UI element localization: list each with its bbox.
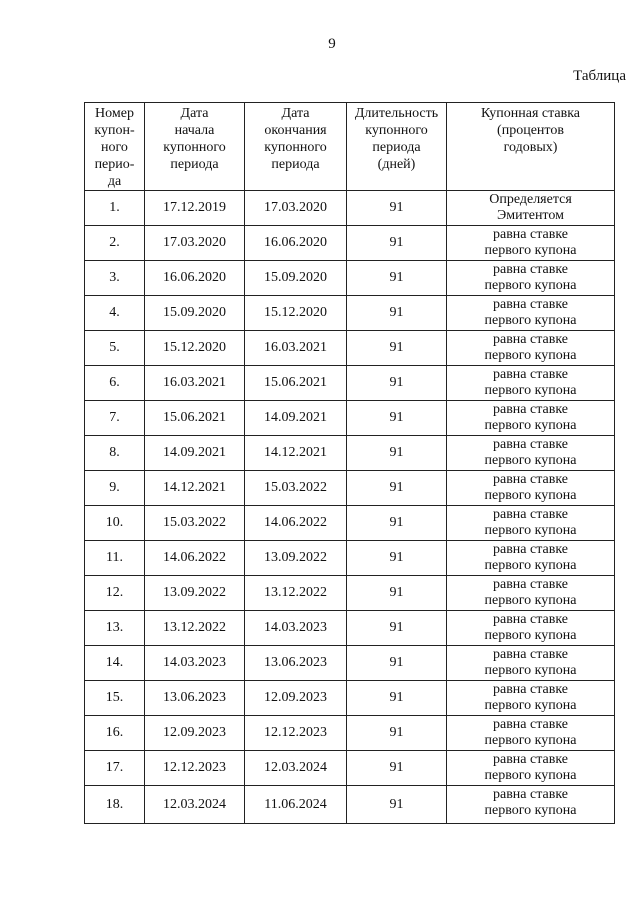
cell-coupon-number: 8. [85,436,145,471]
cell-coupon-number: 17. [85,751,145,786]
cell-end-date: 13.09.2022 [245,541,347,576]
table-row [85,786,615,824]
cell-duration: 91 [347,331,447,366]
cell-coupon-number: 10. [85,506,145,541]
cell-coupon-number: 5. [85,331,145,366]
cell-coupon-rate: равна ставке первого купона [447,646,615,681]
table-row [85,331,615,366]
header-duration: Длительность купонного периода (дней) [347,103,447,191]
table-caption: Таблица [573,68,626,84]
table-row [85,576,615,611]
cell-coupon-rate: равна ставке первого купона [447,751,615,786]
header-end-date: Дата окончания купонного периода [245,103,347,191]
table-row [85,436,615,471]
cell-duration: 91 [347,401,447,436]
cell-start-date: 14.03.2023 [145,646,245,681]
cell-start-date: 13.09.2022 [145,576,245,611]
cell-coupon-rate: равна ставке первого купона [447,576,615,611]
cell-start-date: 14.12.2021 [145,471,245,506]
table-header-row [85,103,615,191]
cell-coupon-number: 6. [85,366,145,401]
cell-duration: 91 [347,576,447,611]
cell-start-date: 16.06.2020 [145,261,245,296]
cell-coupon-number: 2. [85,226,145,261]
cell-end-date: 13.06.2023 [245,646,347,681]
cell-end-date: 14.09.2021 [245,401,347,436]
cell-coupon-number: 15. [85,681,145,716]
cell-coupon-rate: Определяется Эмитентом [447,191,615,226]
cell-coupon-number: 13. [85,611,145,646]
cell-duration: 91 [347,506,447,541]
cell-end-date: 14.06.2022 [245,506,347,541]
cell-end-date: 14.12.2021 [245,436,347,471]
cell-start-date: 17.12.2019 [145,191,245,226]
cell-start-date: 13.06.2023 [145,681,245,716]
header-coupon-rate: Купонная ставка (процентов годовых) [447,103,615,191]
cell-end-date: 15.12.2020 [245,296,347,331]
table-row [85,611,615,646]
cell-end-date: 16.06.2020 [245,226,347,261]
cell-end-date: 14.03.2023 [245,611,347,646]
page-number: 9 [328,36,336,52]
cell-coupon-rate: равна ставке первого купона [447,541,615,576]
cell-duration: 91 [347,436,447,471]
cell-coupon-number: 1. [85,191,145,226]
cell-coupon-rate: равна ставке первого купона [447,331,615,366]
cell-duration: 91 [347,261,447,296]
cell-end-date: 13.12.2022 [245,576,347,611]
cell-duration: 91 [347,751,447,786]
cell-end-date: 12.09.2023 [245,681,347,716]
cell-coupon-rate: равна ставке первого купона [447,506,615,541]
cell-duration: 91 [347,296,447,331]
cell-duration: 91 [347,541,447,576]
cell-coupon-rate: равна ставке первого купона [447,296,615,331]
cell-start-date: 12.09.2023 [145,716,245,751]
cell-duration: 91 [347,716,447,751]
cell-start-date: 12.03.2024 [145,786,245,824]
cell-coupon-rate: равна ставке первого купона [447,681,615,716]
table-row [85,681,615,716]
cell-start-date: 16.03.2021 [145,366,245,401]
table-row [85,506,615,541]
cell-start-date: 15.03.2022 [145,506,245,541]
table-row [85,226,615,261]
cell-duration: 91 [347,226,447,261]
coupon-schedule-table [84,102,615,824]
cell-end-date: 15.03.2022 [245,471,347,506]
table-row [85,646,615,681]
cell-coupon-rate: равна ставке первого купона [447,401,615,436]
cell-start-date: 17.03.2020 [145,226,245,261]
cell-coupon-number: 14. [85,646,145,681]
cell-start-date: 15.12.2020 [145,331,245,366]
cell-start-date: 13.12.2022 [145,611,245,646]
cell-coupon-rate: равна ставке первого купона [447,611,615,646]
table-row [85,191,615,226]
cell-coupon-number: 7. [85,401,145,436]
cell-coupon-rate: равна ставке первого купона [447,261,615,296]
table-row [85,751,615,786]
cell-coupon-rate: равна ставке первого купона [447,226,615,261]
cell-duration: 91 [347,191,447,226]
cell-end-date: 16.03.2021 [245,331,347,366]
table-body [85,191,615,824]
cell-coupon-number: 3. [85,261,145,296]
cell-end-date: 15.09.2020 [245,261,347,296]
cell-end-date: 15.06.2021 [245,366,347,401]
cell-coupon-rate: равна ставке первого купона [447,436,615,471]
cell-end-date: 17.03.2020 [245,191,347,226]
cell-end-date: 11.06.2024 [245,786,347,824]
cell-end-date: 12.03.2024 [245,751,347,786]
cell-start-date: 14.09.2021 [145,436,245,471]
table-row [85,366,615,401]
cell-start-date: 12.12.2023 [145,751,245,786]
table-row [85,541,615,576]
table-row [85,471,615,506]
cell-coupon-number: 12. [85,576,145,611]
cell-end-date: 12.12.2023 [245,716,347,751]
cell-duration: 91 [347,611,447,646]
cell-coupon-rate: равна ставке первого купона [447,716,615,751]
table-row [85,261,615,296]
table-row [85,296,615,331]
cell-coupon-rate: равна ставке первого купона [447,471,615,506]
cell-duration: 91 [347,646,447,681]
cell-duration: 91 [347,681,447,716]
cell-coupon-number: 4. [85,296,145,331]
cell-duration: 91 [347,366,447,401]
header-coupon-number: Номер купон- ного перио- да [85,103,145,191]
cell-duration: 91 [347,786,447,824]
cell-coupon-number: 9. [85,471,145,506]
cell-coupon-number: 11. [85,541,145,576]
cell-start-date: 15.09.2020 [145,296,245,331]
cell-start-date: 14.06.2022 [145,541,245,576]
cell-start-date: 15.06.2021 [145,401,245,436]
cell-coupon-number: 18. [85,786,145,824]
table-row [85,401,615,436]
cell-coupon-rate: равна ставке первого купона [447,786,615,824]
header-start-date: Дата начала купонного периода [145,103,245,191]
cell-coupon-rate: равна ставке первого купона [447,366,615,401]
cell-duration: 91 [347,471,447,506]
cell-coupon-number: 16. [85,716,145,751]
table-row [85,716,615,751]
